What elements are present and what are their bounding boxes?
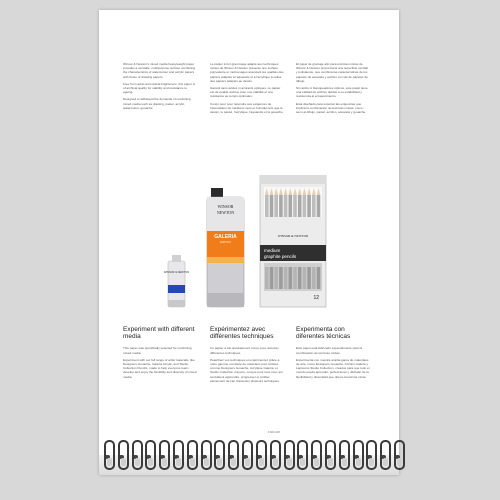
pencil — [303, 195, 307, 217]
spiral-ring — [201, 440, 212, 470]
pencil — [274, 195, 278, 217]
spiral-ring — [118, 440, 129, 470]
sketchbook-page — [99, 10, 399, 475]
tube-brand-line1: WINSOR — [217, 204, 234, 209]
pencil — [270, 267, 274, 289]
paragraph: Este papel está fabricado especialmente para la combinación de técnicas mixtas. — [296, 346, 363, 355]
spiral-ring — [339, 440, 350, 470]
pencil — [312, 195, 316, 217]
spiral-ring — [145, 440, 156, 470]
box-brand: WINSOR & NEWTON — [277, 234, 309, 238]
paragraph: Le papier à fort grammage adapté aux techniques mixtes de Winsor & Newton présente une surface polyvalente et multi-usages associant les qualités des papiers adaptés à l'aquarelle et à l'acrylique à celles des papiers adaptés au dessin. — [210, 62, 284, 83]
spiral-ring — [353, 440, 364, 470]
paragraph: Designed to withstand the demands of combining mixed media such as drawing, pastel, acrylic, watercolour, gouache. — [123, 97, 191, 110]
intro-text-fr — [210, 62, 284, 117]
pencil — [284, 195, 288, 217]
spiral-ring — [159, 440, 170, 470]
section-heading: Expérimentez avec différentes techniques — [210, 326, 274, 341]
spiral-ring — [311, 440, 322, 470]
paragraph: Experimenta con nuestra amplia gama de materiales de arte, como Designers Gouache, Acrílico Galeria y Lapiceros Studio Collection, creados para que todo el mundo pueda aprender, perfeccionar y disfrutar de la flexibilidad y diversidad que ofrece la técnica mixta. — [296, 357, 370, 379]
product-code: F401418 — [268, 430, 280, 434]
spiral-ring — [366, 440, 377, 470]
spiral-ring — [173, 440, 184, 470]
pencil — [279, 195, 283, 217]
spiral-ring — [104, 440, 115, 470]
tube-line-name: GALERIA — [214, 234, 237, 240]
pencil — [284, 267, 288, 289]
pencil — [317, 267, 321, 289]
tube-brand-line2: NEWTON — [216, 210, 235, 215]
galeria-paint-tube — [207, 188, 244, 307]
pencil — [312, 267, 316, 289]
pencil — [298, 267, 302, 289]
spiral-ring — [187, 440, 198, 470]
intro-text-en — [123, 62, 197, 113]
box-count: 12 — [313, 295, 319, 301]
pencil — [298, 195, 302, 217]
pencil — [274, 267, 278, 289]
spiral-ring — [256, 440, 267, 470]
paragraph: Experiment with our full range of artist materials, like Designers Gouache, Galeria Acrylic, and Studio Collection Pencils, made to help everyone learn, develop and enjoy the flexibility and diversity of mixed media. — [123, 357, 197, 379]
spiral-ring — [297, 440, 308, 470]
spiral-ring — [394, 440, 405, 470]
pencil — [293, 195, 297, 217]
paragraph: Está diseñado para soportar las exigencias que implica la combinación de técnicas mixtas, como: seco al dibujo, pastel, acrílico, acuarela y gouache. — [296, 101, 366, 115]
spiral-binding — [102, 440, 398, 480]
small-paint-tube — [164, 255, 189, 307]
pencil — [293, 267, 297, 289]
spiral-ring — [228, 440, 239, 470]
feature-text-fr — [210, 326, 284, 386]
pencil — [307, 195, 311, 217]
feature-text-en — [123, 326, 197, 382]
paragraph: Winsor & Newton's mixed media heavyweight paper provides a versatile, multipurpose surface combining the characteristics of watercolour and acrylic papers with those of drawing papers. — [123, 62, 196, 79]
box-line1: medium — [264, 248, 281, 253]
spiral-ring — [214, 440, 225, 470]
paragraph: Sin ácido ni blanqueadores ópticos, este papel tiene una calidad de archivo debido a su estabilidad y resistencia al envejecimiento. — [296, 86, 368, 99]
spiral-ring — [380, 440, 391, 470]
paragraph: Garanti sans acides ni azurants optiques, ce papier est de qualité archive pour une stabilité et une résistance au temps optimales. — [210, 86, 281, 99]
paragraph: This paper was specifically selected for combining mixed media. — [123, 346, 192, 355]
spiral-ring — [242, 440, 253, 470]
paragraph: Peaufinez vos techniques et expérimentez grâce à notre gamme complète de matériaux pour artistes comme Designers Gouache, Acrylique Galeria, et Studio Collection crayons, conçus pour tous ceux qui souhaitent apprendre, progresser et profiter pleinement de l'art d'associer plusieurs techniques. — [210, 357, 283, 383]
spiral-ring — [132, 440, 143, 470]
spiral-ring — [270, 440, 281, 470]
pencil — [270, 195, 274, 217]
paragraph: Conçu pour pour répondre aux exigences de l'association de médiums secs et humides tels que le dessin, le pastel, l'acrylique, l'aquarelle et la gouache. — [210, 101, 284, 115]
feature-text-es — [296, 326, 370, 382]
intro-text-es — [296, 62, 370, 117]
box-line2: graphite pencils — [264, 254, 297, 259]
tube-brand: WINSOR & NEWTON — [163, 271, 190, 274]
pencil — [265, 195, 269, 217]
pencil — [289, 267, 293, 289]
pencil — [289, 195, 293, 217]
paragraph: El papel de gramaje alto para técnicas mixtas de Winsor & Newton proporciona una superficie versátil y polivalente, que combina las características de los papeles de acuarela y acrílico con las de papeles de dibujo. — [296, 62, 368, 83]
section-heading: Experimenta con diferentes técnicas — [296, 326, 351, 341]
paragraph: Ce papier a été spécialement conçu pour associer différentes techniques. — [210, 346, 279, 355]
tube-line-sub: ACRYLIC — [219, 241, 232, 244]
product-illustration — [159, 175, 379, 325]
paragraph: Free from acids and optical brighteners, this paper is of archival quality for stability and resistance to ageing. — [123, 81, 196, 95]
spiral-ring — [325, 440, 336, 470]
graphite-pencil-box — [260, 175, 326, 307]
pencil — [317, 195, 321, 217]
section-heading: Experiment with different media — [123, 326, 195, 341]
pencil — [265, 267, 269, 289]
pencil — [303, 267, 307, 289]
pencil — [279, 267, 283, 289]
pencil — [307, 267, 311, 289]
spiral-ring — [284, 440, 295, 470]
